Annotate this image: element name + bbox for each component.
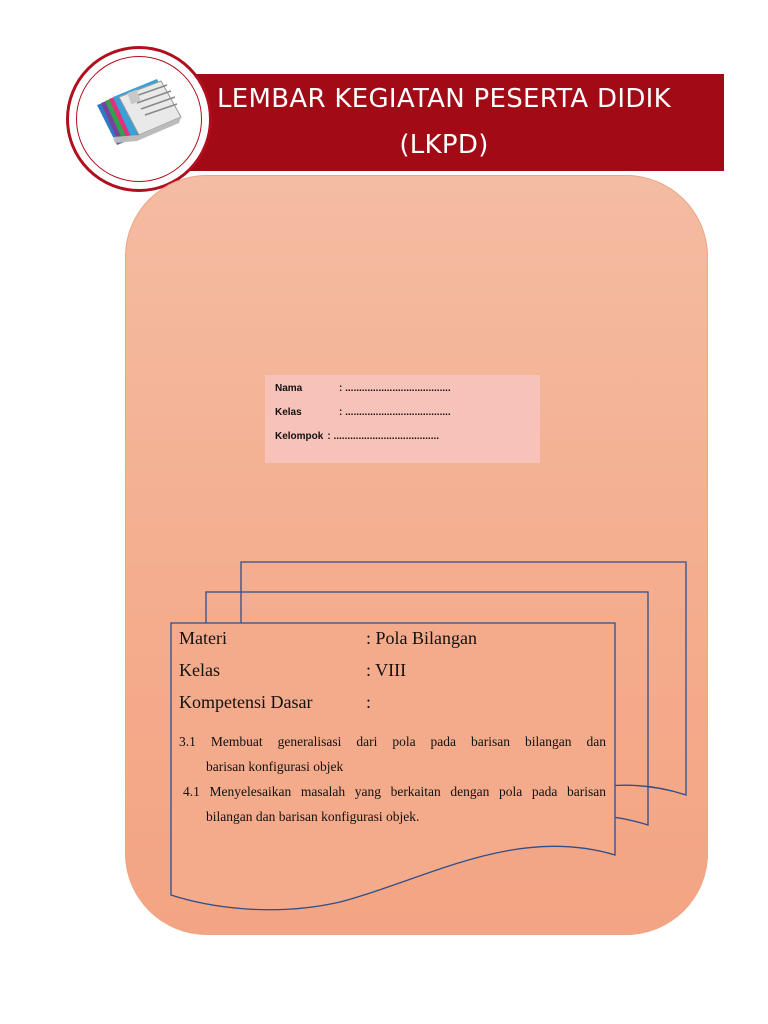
group-blank: : ...................................... (327, 431, 440, 442)
materi-value: : Pola Bilangan (366, 628, 477, 648)
name-label: Nama (275, 383, 303, 394)
class-label: Kelas (275, 407, 302, 418)
kd-label: Kompetensi Dasar (179, 692, 313, 712)
kd-item-1-line-1: 3.1 Membuat generalisasi dari pola pada barisan bilangan dan (179, 734, 606, 749)
class-blank: : ...................................... (339, 407, 451, 418)
kd-item-2-line-1: 4.1 Menyelesaikan masalah yang berkaitan dengan pola pada barisan (183, 784, 606, 799)
materi-row (179, 628, 477, 649)
kelas-value: : VIII (366, 660, 407, 680)
kd-item-2-line-2: bilangan dan barisan konfigurasi objek. (206, 809, 420, 824)
kelas-label: Kelas (179, 660, 220, 680)
name-blank: : ...................................... (339, 383, 451, 394)
kd-row (179, 692, 372, 713)
kd-item-1-line-2: barisan konfigurasi objek (206, 759, 344, 774)
materi-label: Materi (179, 628, 227, 648)
group-label: Kelompok (275, 431, 324, 442)
kd-value: : (366, 692, 372, 712)
page-title: LEMBAR KEGIATAN PESERTA DIDIK (217, 84, 671, 114)
page-subtitle: (LKPD) (399, 130, 489, 160)
kelas-row (179, 660, 407, 681)
